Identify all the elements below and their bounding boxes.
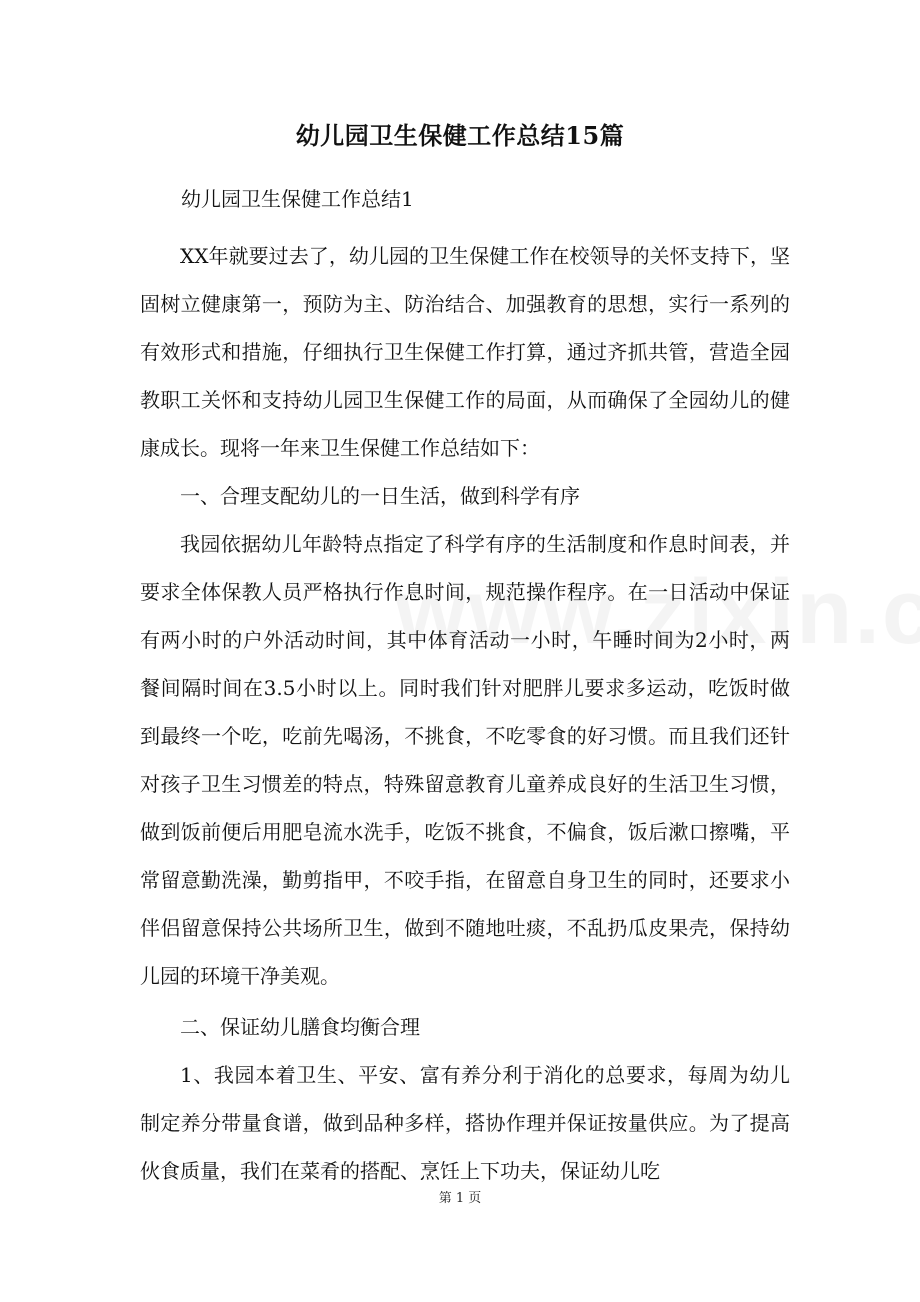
document-body (140, 232, 790, 1195)
document-title: 幼儿园卫生保健工作总结15篇 (295, 121, 625, 150)
paragraph-daily-life: 我园依据幼儿年龄特点指定了科学有序的生活制度和作息时间表，并要求全体保教人员严格执行作息时间，规范操作程序。在一日活动中保证有两小时的户外活动时间，其中体育活动一小时，午睡时间为2小时，两餐间隔时间在3.5小时以上。同时我们针对肥胖儿要求多运动，吃饭时做到最终一个吃，吃前先喝汤，不挑食，不吃零食的好习惯。而且我们还针对孩子卫生习惯差的特点，特殊留意教育儿童养成良好的生活卫生习惯，做到饭前便后用肥皂流水洗手，吃饭不挑食，不偏食，饭后漱口擦嘴，平常留意勤洗澡，勤剪指甲，不咬手指，在留意自身卫生的同时，还要求小伴侣留意保持公共场所卫生，做到不随地吐痰，不乱扔瓜皮果壳，保持幼儿园的环境干净美观。 (140, 532, 790, 988)
section-heading-1: 一、合理支配幼儿的一日生活，做到科学有序 (180, 484, 580, 508)
paragraph-intro: XX年就要过去了，幼儿园的卫生保健工作在校领导的关怀支持下，坚固树立健康第一，预防为主、防治结合、加强教育的思想，实行一系列的有效形式和措施，仔细执行卫生保健工作打算，通过齐抓共管，营造全园教职工关怀和支持幼儿园卫生保健工作的局面，从而确保了全园幼儿的健康成长。现将一年来卫生保健工作总结如下： (140, 244, 790, 460)
page-number-footer: 第 1 页 (438, 1191, 482, 1206)
section-heading-2: 二、保证幼儿膳食均衡合理 (180, 1015, 420, 1039)
section-subtitle: 幼儿园卫生保健工作总结1 (181, 187, 414, 211)
paragraph-diet: 1、我园本着卫生、平安、富有养分利于消化的总要求，每周为幼儿制定养分带量食谱，做到品种多样，搭协作理并保证按量供应。为了提高伙食质量，我们在菜肴的搭配、烹饪上下功夫，保证幼儿吃 (140, 1063, 790, 1183)
